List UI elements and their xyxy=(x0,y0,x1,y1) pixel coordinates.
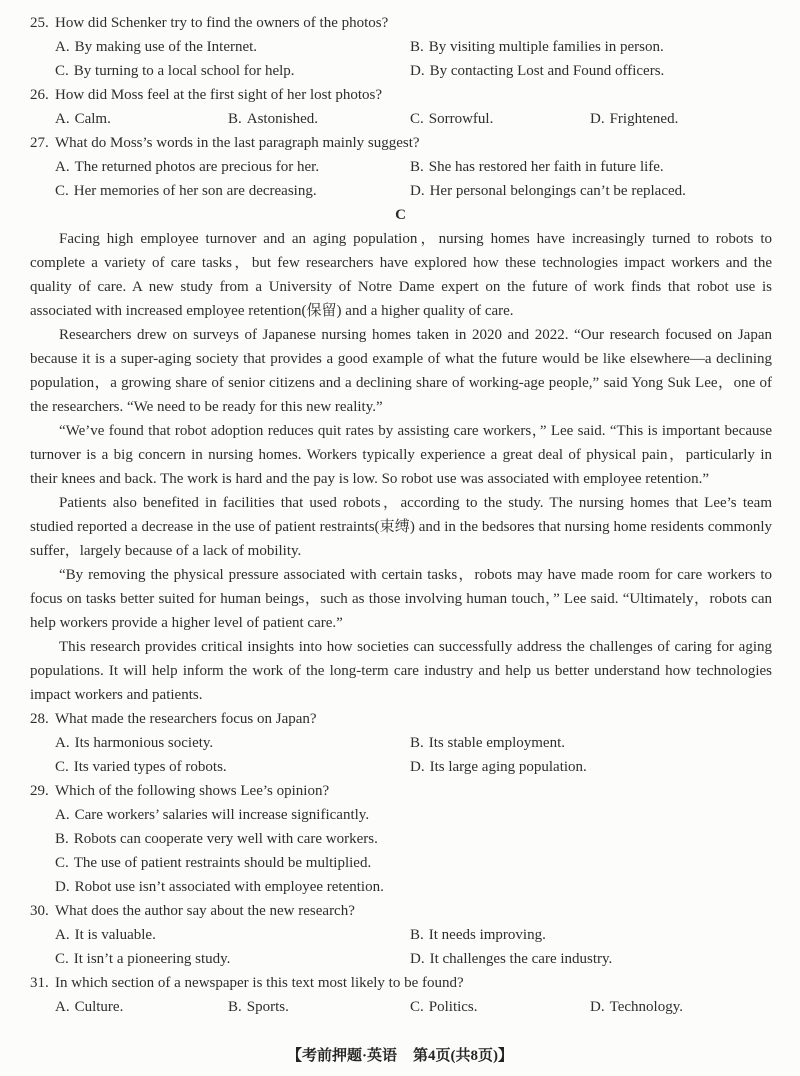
passage-paragraph: Facing high employee turnover and an aging population，nursing homes have increasingly turned to robots to complete a variety of care tasks，but few researchers have explored how these technologies impact workers and the quality of care. A new study from a University of Notre Dame expert on the future of work finds that robot use is associated with increased employee retention(保留) and a higher quality of care. xyxy=(30,231,772,319)
passage-paragraph: This research provides critical insights into how societies can successfully address the challenges of caring for aging populations. It will help inform the work of the long-term care industry and help us better understand how technologies impact workers and patients. xyxy=(30,639,772,703)
option-grid xyxy=(30,35,772,83)
option-label: A. xyxy=(55,159,70,175)
answer-option xyxy=(228,107,410,131)
question-number: 26. xyxy=(30,87,49,103)
answer-option xyxy=(410,731,772,755)
answer-option xyxy=(410,947,772,971)
option-label: D. xyxy=(410,63,425,79)
option-text: Its harmonious society. xyxy=(74,735,214,751)
option-text: Technology. xyxy=(609,999,683,1015)
answer-option xyxy=(410,755,772,779)
option-text: By visiting multiple families in person. xyxy=(428,39,664,55)
option-grid xyxy=(30,995,772,1019)
option-label: D. xyxy=(590,999,605,1015)
option-label: C. xyxy=(55,951,69,967)
option-text: Robot use isn’t associated with employee retention. xyxy=(74,879,384,895)
question-stem xyxy=(30,899,772,923)
answer-option xyxy=(55,803,772,827)
passage-paragraph: “We’ve found that robot adoption reduces quit rates by assisting care workers，” Lee said. “This is important because turnover is a big concern in nursing homes. Workers typically experience a great deal of physical pain，particularly in their knees and back. The work is hard and the pay is low. So robot use was associated with employee retention.” xyxy=(30,423,772,487)
option-text: Care workers’ salaries will increase significantly. xyxy=(74,807,370,823)
answer-option xyxy=(590,995,772,1019)
answer-option xyxy=(410,155,772,179)
question-item xyxy=(30,779,772,899)
question-text: What do Moss’s words in the last paragraph mainly suggest? xyxy=(55,135,420,151)
option-text: Astonished. xyxy=(246,111,319,127)
answer-option xyxy=(55,107,228,131)
passage-paragraph: Researchers drew on surveys of Japanese nursing homes taken in 2020 and 2022. “Our research focused on Japan because it is a super-aging society that provides a good example of what the future would be like elsewhere—a declining population，a growing share of senior citizens and a declining share of working-age people,” said Yong Suk Lee，one of the researchers. “We need to be ready for this new reality.” xyxy=(30,327,772,415)
option-label: C. xyxy=(55,855,69,871)
option-label: A. xyxy=(55,999,70,1015)
option-text: Politics. xyxy=(428,999,478,1015)
footer-exam-title: 【考前押题·英语 xyxy=(286,1048,397,1064)
answer-option xyxy=(228,995,410,1019)
answer-option xyxy=(55,755,410,779)
answer-option xyxy=(410,59,772,83)
answer-option xyxy=(55,851,772,875)
page-footer xyxy=(0,1044,800,1065)
option-label: D. xyxy=(410,183,425,199)
answer-option xyxy=(55,35,410,59)
answer-option xyxy=(55,731,410,755)
reading-passage xyxy=(30,227,772,707)
answer-option xyxy=(410,35,772,59)
option-label: D. xyxy=(55,879,70,895)
question-text: Which of the following shows Lee’s opinion? xyxy=(55,783,330,799)
question-list-top xyxy=(30,11,772,203)
question-list-bottom xyxy=(30,707,772,1019)
option-label: B. xyxy=(410,39,424,55)
question-number: 27. xyxy=(30,135,49,151)
answer-option xyxy=(55,923,410,947)
question-item xyxy=(30,11,772,83)
option-text: The use of patient restraints should be multiplied. xyxy=(73,855,372,871)
option-text: She has restored her faith in future life. xyxy=(428,159,664,175)
question-number: 30. xyxy=(30,903,49,919)
option-label: B. xyxy=(55,831,69,847)
option-label: B. xyxy=(410,927,424,943)
question-text: How did Moss feel at the first sight of her lost photos? xyxy=(55,87,383,103)
option-label: A. xyxy=(55,807,70,823)
option-text: Culture. xyxy=(74,999,124,1015)
option-text: It needs improving. xyxy=(428,927,546,943)
option-label: D. xyxy=(410,759,425,775)
option-label: B. xyxy=(410,159,424,175)
answer-option xyxy=(55,179,410,203)
answer-option xyxy=(410,923,772,947)
option-text: Its varied types of robots. xyxy=(73,759,227,775)
option-label: C. xyxy=(55,63,69,79)
answer-option xyxy=(410,995,590,1019)
question-stem xyxy=(30,83,772,107)
option-grid xyxy=(30,155,772,203)
question-item xyxy=(30,83,772,131)
passage-paragraph: “By removing the physical pressure associated with certain tasks，robots may have made room for care workers to focus on tasks better suited for human beings，such as those involving human touch，” Lee said. “Ultimately，robots can help workers provide a higher level of patient care.” xyxy=(30,567,772,631)
question-text: What made the researchers focus on Japan? xyxy=(55,711,317,727)
option-grid xyxy=(30,923,772,971)
question-number: 31. xyxy=(30,975,49,991)
option-grid xyxy=(30,107,772,131)
option-text: By making use of the Internet. xyxy=(74,39,258,55)
question-stem xyxy=(30,779,772,803)
option-text: Its stable employment. xyxy=(428,735,565,751)
option-text: Its large aging population. xyxy=(429,759,587,775)
option-label: C. xyxy=(410,111,424,127)
question-item xyxy=(30,131,772,203)
footer-page-number: 第4页(共8页)】 xyxy=(413,1048,513,1064)
question-item xyxy=(30,971,772,1019)
option-text: The returned photos are precious for her. xyxy=(74,159,320,175)
option-text: It isn’t a pioneering study. xyxy=(73,951,231,967)
option-grid xyxy=(30,731,772,779)
option-label: A. xyxy=(55,735,70,751)
option-text: It is valuable. xyxy=(74,927,156,943)
question-stem xyxy=(30,11,772,35)
option-text: Her personal belongings can’t be replaced. xyxy=(429,183,686,199)
answer-option xyxy=(55,875,772,899)
option-label: A. xyxy=(55,927,70,943)
question-text: In which section of a newspaper is this text most likely to be found? xyxy=(55,975,464,991)
answer-option xyxy=(410,179,772,203)
question-item xyxy=(30,899,772,971)
question-stem xyxy=(30,707,772,731)
option-text: By turning to a local school for help. xyxy=(73,63,295,79)
option-text: Frightened. xyxy=(609,111,679,127)
option-grid xyxy=(30,803,772,899)
answer-option xyxy=(410,107,590,131)
option-text: By contacting Lost and Found officers. xyxy=(429,63,665,79)
question-stem xyxy=(30,131,772,155)
option-text: Calm. xyxy=(74,111,111,127)
option-label: B. xyxy=(228,999,242,1015)
option-label: A. xyxy=(55,39,70,55)
option-label: C. xyxy=(410,999,424,1015)
option-label: C. xyxy=(55,759,69,775)
option-label: D. xyxy=(590,111,605,127)
question-number: 28. xyxy=(30,711,49,727)
option-text: Sorrowful. xyxy=(428,111,494,127)
option-label: A. xyxy=(55,111,70,127)
option-label: C. xyxy=(55,183,69,199)
question-number: 29. xyxy=(30,783,49,799)
option-text: Her memories of her son are decreasing. xyxy=(73,183,317,199)
option-text: Robots can cooperate very well with care workers. xyxy=(73,831,378,847)
answer-option xyxy=(55,59,410,83)
option-label: B. xyxy=(228,111,242,127)
passage-paragraph: Patients also benefited in facilities that used robots，according to the study. The nursing homes that Lee’s team studied reported a decrease in the use of patient restraints(束缚) and in the bedsores that nursing home residents commonly suffer，largely because of a lack of mobility. xyxy=(30,495,772,559)
option-text: It challenges the care industry. xyxy=(429,951,613,967)
answer-option xyxy=(55,947,410,971)
option-text: Sports. xyxy=(246,999,289,1015)
option-label: B. xyxy=(410,735,424,751)
option-label: D. xyxy=(410,951,425,967)
question-item xyxy=(30,707,772,779)
answer-option xyxy=(590,107,772,131)
question-number: 25. xyxy=(30,15,49,31)
passage-section-header: C xyxy=(395,207,407,223)
question-stem xyxy=(30,971,772,995)
answer-option xyxy=(55,155,410,179)
question-text: What does the author say about the new research? xyxy=(55,903,355,919)
question-text: How did Schenker try to find the owners of the photos? xyxy=(55,15,389,31)
answer-option xyxy=(55,995,228,1019)
answer-option xyxy=(55,827,772,851)
